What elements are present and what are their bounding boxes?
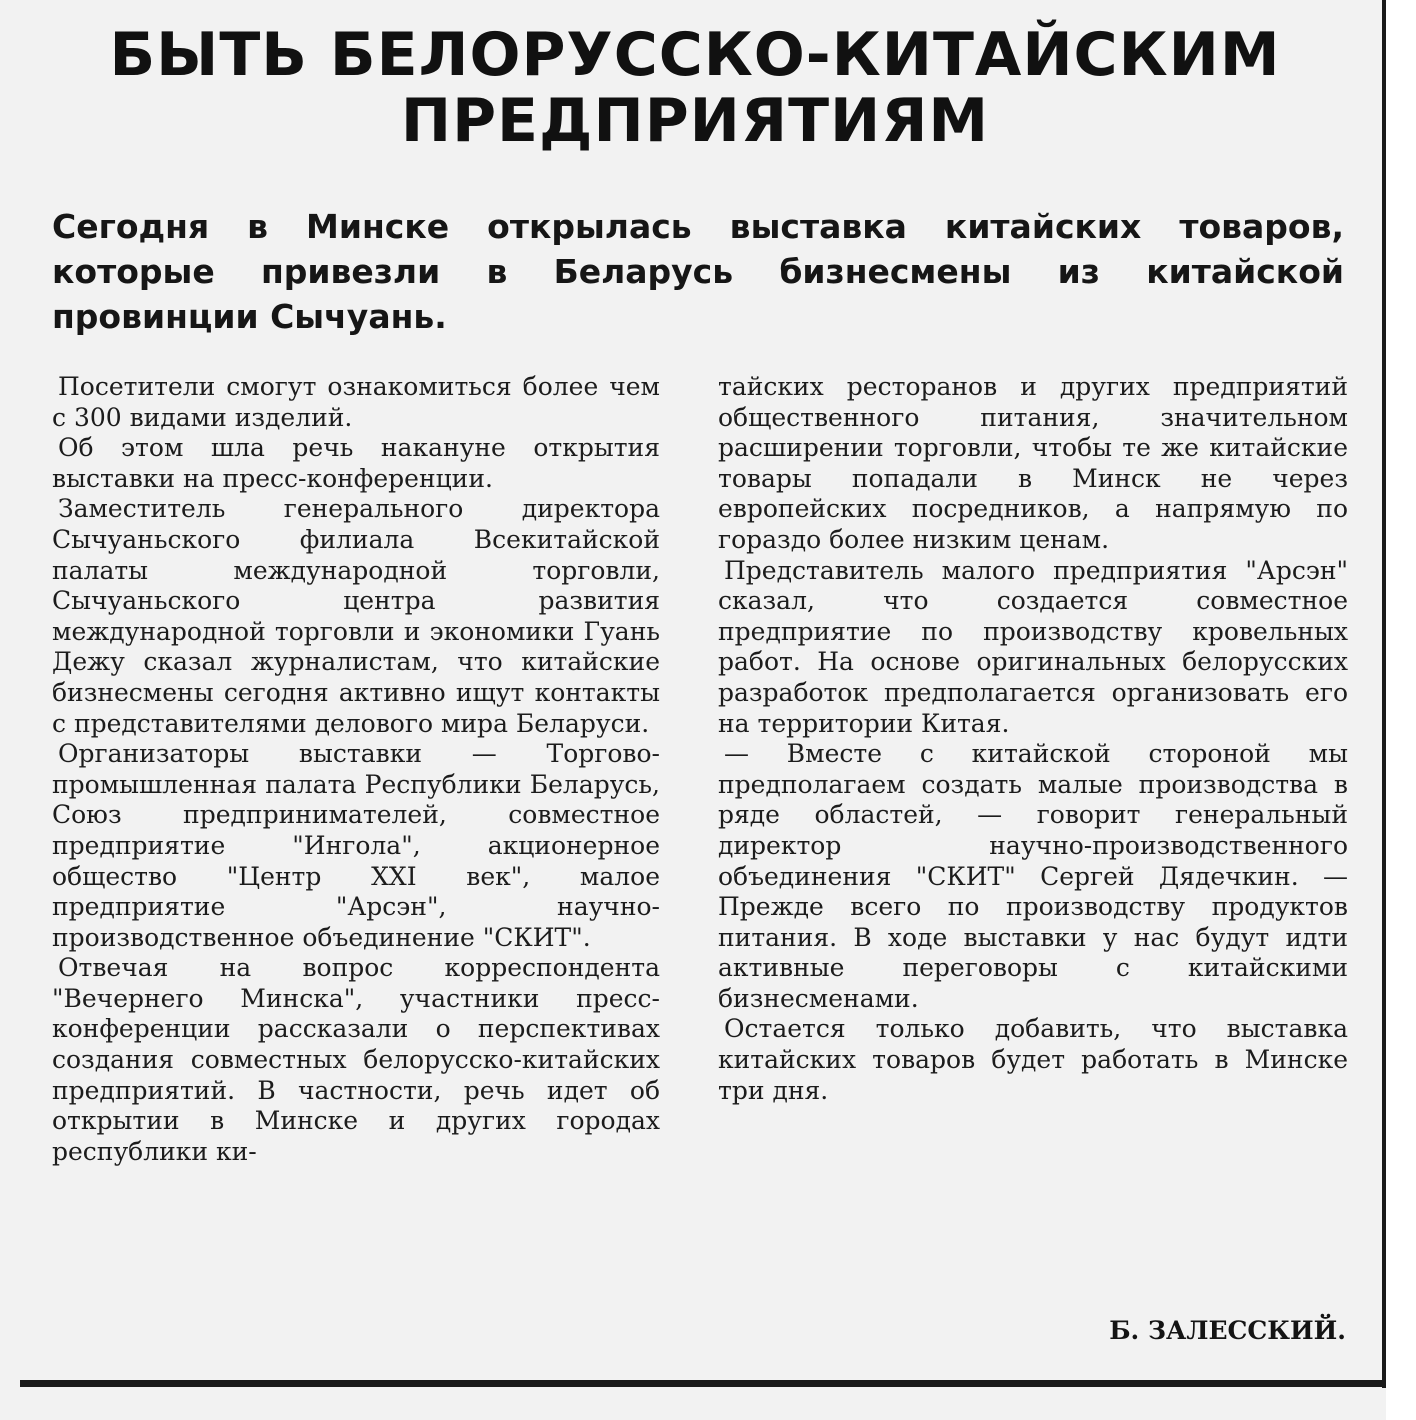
paragraph: Представитель малого предприятия "Арсэн" сказал, что создается совместное предприятие по производству кровельных работ. На основе оригинальных белорусских разработок предполагается организовать его на территории Китая. bbox=[718, 555, 1348, 738]
clipping-edge-right bbox=[1382, 0, 1386, 1388]
article-byline: Б. ЗАЛЕССКИЙ. bbox=[1109, 1316, 1346, 1345]
article-headline: БЫТЬ БЕЛОРУССКО-КИТАЙСКИМ ПРЕДПРИЯТИЯМ bbox=[109, 20, 1281, 156]
paragraph: — Вместе с китайской стороной мы предполагаем создать малые производства в ряде областей, — говорит генеральный директор научно-производственного объединения "СКИТ" Сергей Дядечкин. — Прежде всего по производству продуктов питания. В ходе выставки у нас будут идти активные переговоры с китайскими бизнесменами. bbox=[718, 739, 1348, 1013]
clipping-edge-bottom bbox=[20, 1380, 1386, 1387]
paragraph: тайских ресторанов и других предприятий общественного питания, значительном расширении торговли, чтобы те же китайские товары попадали в Минск не через европейских посредников, а напрямую по гораздо более низким ценам. bbox=[718, 372, 1348, 554]
article-column-left bbox=[52, 372, 660, 1167]
paragraph: Отвечая на вопрос корреспондента "Вечернего Минска", участники пресс-конференции рассказали о перспективах создания совместных белорусско-китайских предприятий. В частности, речь идет об открытии в Минске и других городах республики ки- bbox=[52, 953, 660, 1166]
paragraph: Об этом шла речь накануне открытия выставки на пресс-конференции. bbox=[52, 433, 660, 493]
paragraph: Посетители смогут ознакомиться более чем с 300 видами изделий. bbox=[52, 372, 660, 432]
article-lead: Сегодня в Минске открылась выставка китайских товаров, которые привезли в Беларусь бизнесмены из китайской провинции Сычуань. bbox=[52, 207, 1344, 336]
paragraph: Заместитель генерального директора Сычуаньского филиала Всекитайской палаты международной торговли, Сычуаньского центра развития международной торговли и экономики Гуань Дежу сказал журналистам, что китайские бизнесмены сегодня активно ищут контакты с представителями делового мира Беларуси. bbox=[52, 494, 660, 738]
paragraph: Остается только добавить, что выставка китайских товаров будет работать в Минске три дня. bbox=[718, 1014, 1348, 1105]
article-column-right bbox=[718, 372, 1348, 1106]
paragraph: Организаторы выставки — Торгово-промышленная палата Республики Беларусь, Союз предпринимателей, совместное предприятие "Ингола", акционерное общество "Центр XXI век", малое предприятие "Арсэн", научно-производственное объединение "СКИТ". bbox=[52, 739, 660, 952]
